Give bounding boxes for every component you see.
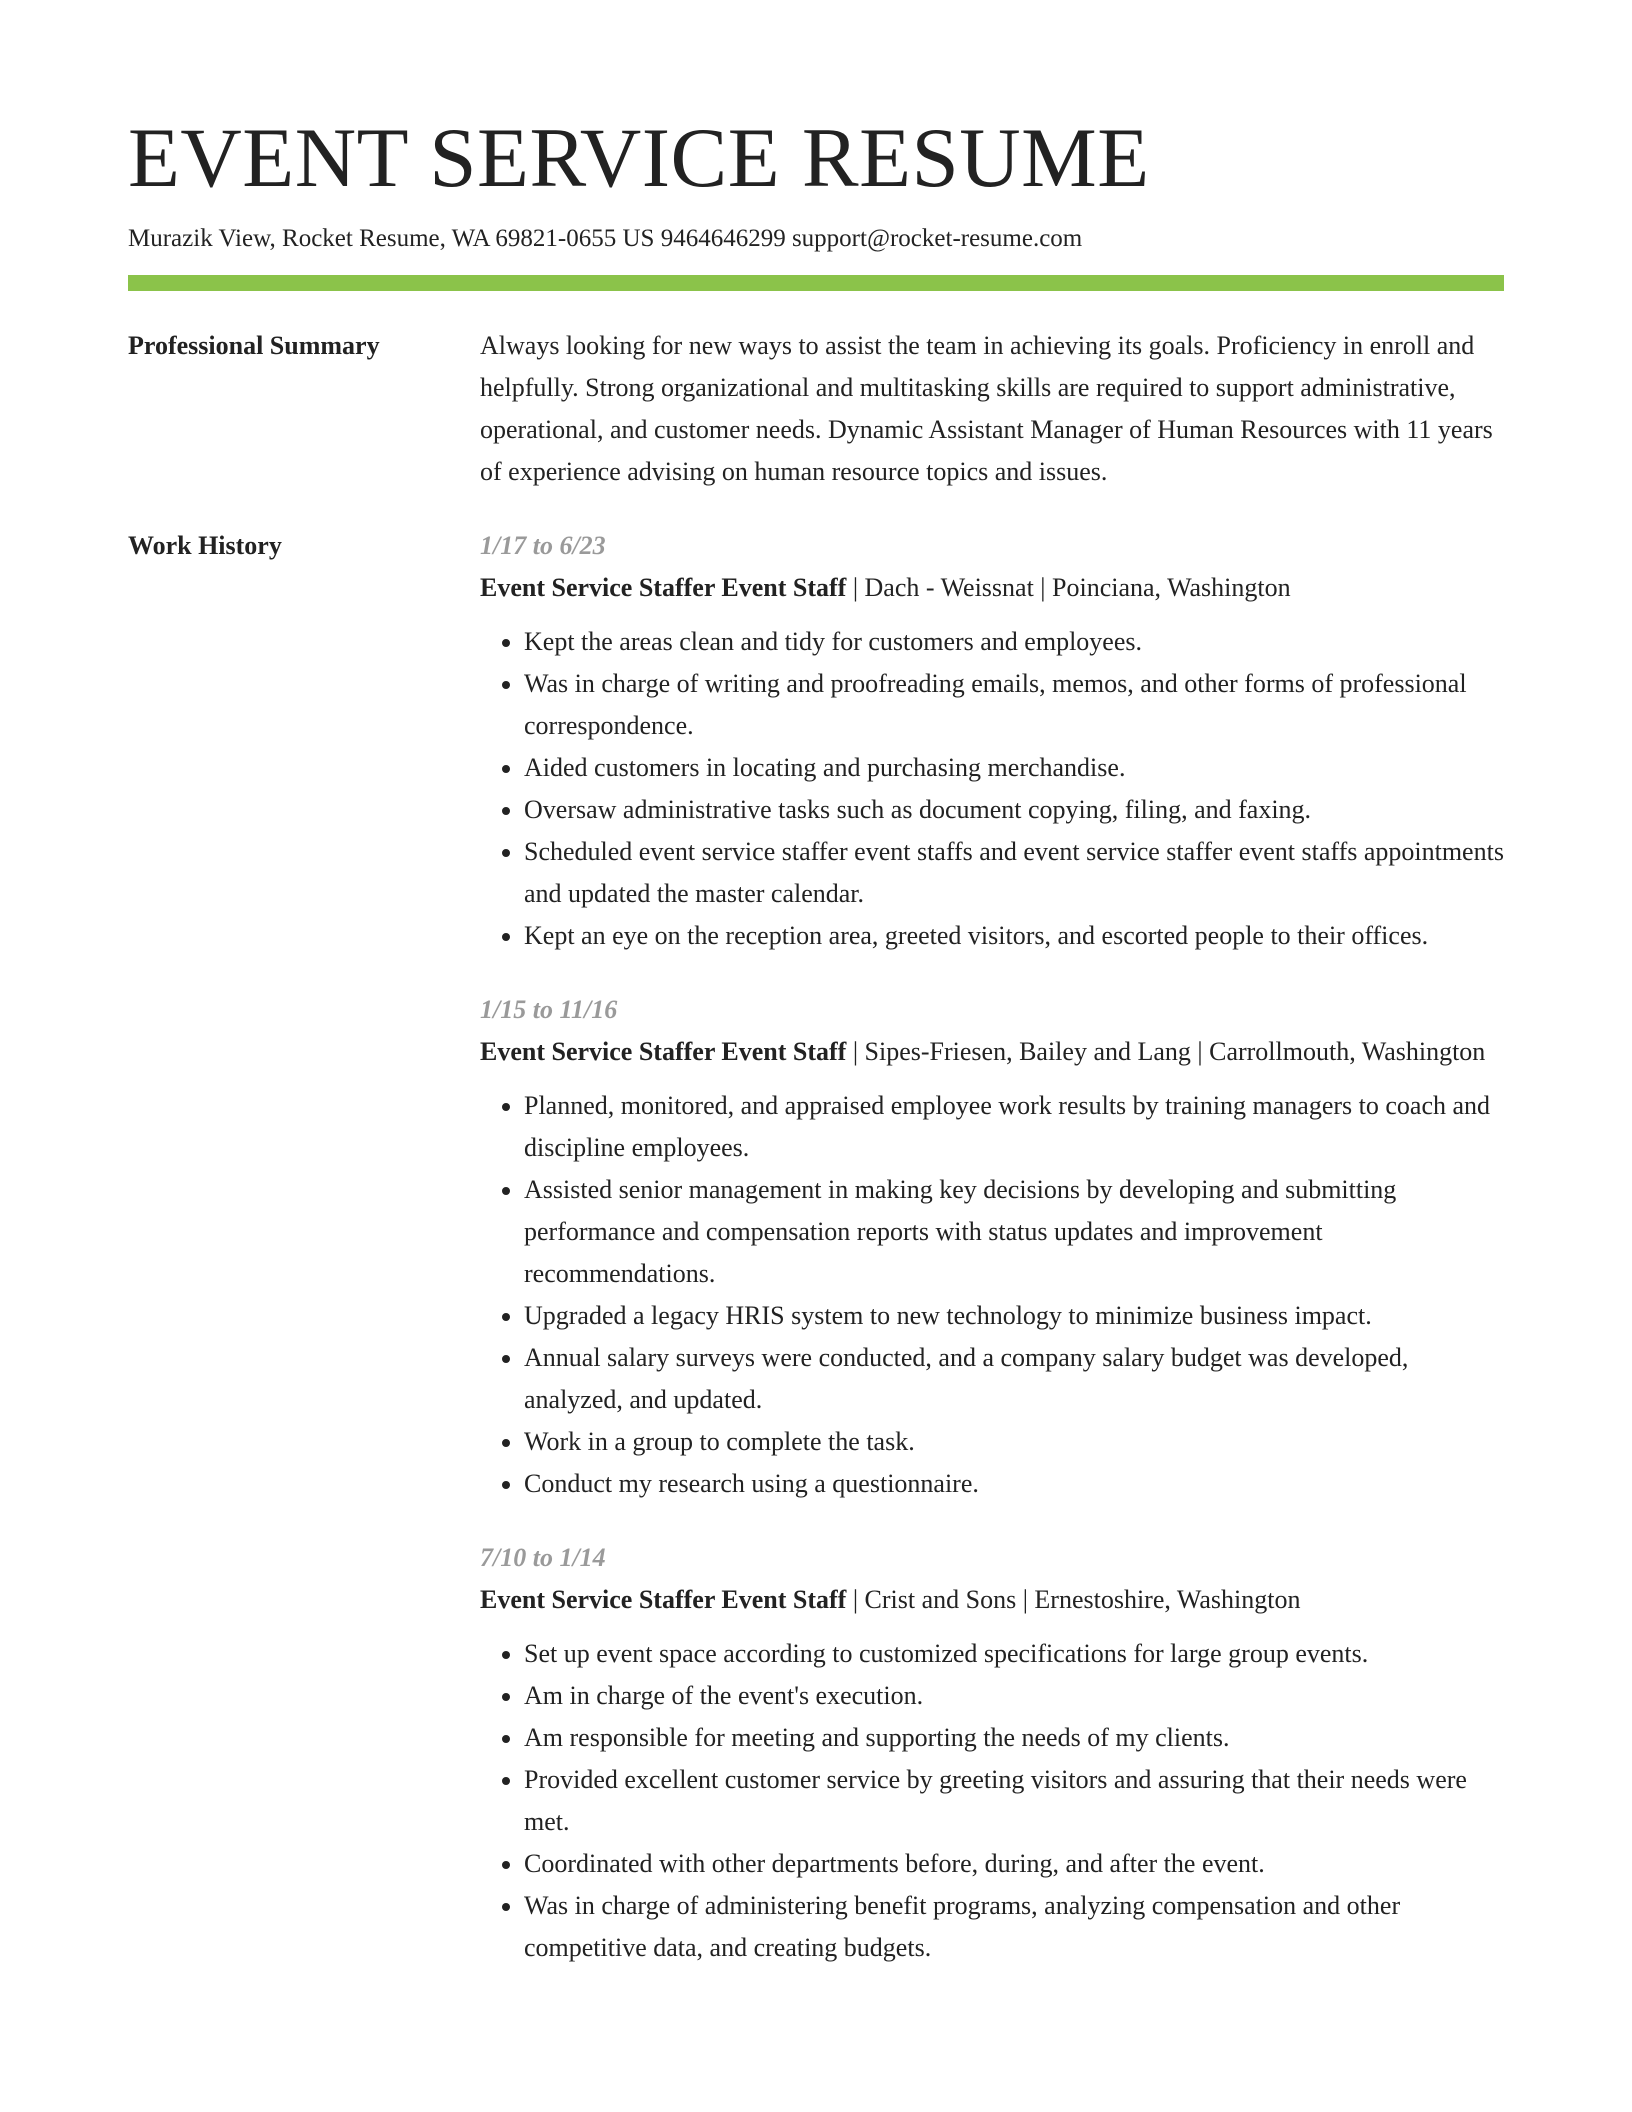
job-duty-item: • Upgraded a legacy HRIS system to new technology to minimize business impact.	[524, 1295, 1504, 1337]
job-heading	[480, 1031, 1504, 1073]
contact-line: Murazik View, Rocket Resume, WA 69821-0655 US 9464646299 support@rocket-resume.com	[128, 225, 1083, 252]
job-title: Event Service Staffer Event Staff	[480, 1037, 847, 1066]
summary-text: Always looking for new ways to assist the team in achieving its goals. Proficiency in enroll and helpfully. Strong organizational and multitasking skills are required to support administrative, operational, and customer needs. Dynamic Assistant Manager of Human Resources with 11 years of experience advising on human resource topics and issues.	[480, 331, 1493, 486]
resume-page	[128, 111, 1504, 2001]
job-employer-location: | Crist and Sons | Ernestoshire, Washington	[846, 1585, 1301, 1614]
job-duty-item: • Kept an eye on the reception area, greeted visitors, and escorted people to their offices.	[524, 915, 1504, 957]
job-duty-item: • Was in charge of administering benefit programs, analyzing compensation and other competitive data, and creating budgets.	[524, 1885, 1504, 1969]
job-title: Event Service Staffer Event Staff	[480, 1585, 847, 1614]
summary-body	[480, 325, 1504, 493]
job-duty-item: • Coordinated with other departments before, during, and after the event.	[524, 1843, 1504, 1885]
job-dates: 1/17 to 6/23	[480, 531, 606, 560]
job-employer-location: | Dach - Weissnat | Poinciana, Washington	[846, 573, 1291, 602]
job-duty-item: • Am responsible for meeting and supporting the needs of my clients.	[524, 1717, 1504, 1759]
job-heading	[480, 1579, 1504, 1621]
job-duty-item: • Provided excellent customer service by greeting visitors and assuring that their needs were met.	[524, 1759, 1504, 1843]
job-title: Event Service Staffer Event Staff	[480, 573, 847, 602]
work-history-section	[128, 525, 1504, 2001]
job-duty-item: • Was in charge of writing and proofreading emails, memos, and other forms of professional correspondence.	[524, 663, 1504, 747]
work-history-body	[480, 525, 1504, 2001]
job-duty-item: • Planned, monitored, and appraised employee work results by training managers to coach and discipline employees.	[524, 1085, 1504, 1169]
job-employer-location: | Sipes-Friesen, Bailey and Lang | Carrollmouth, Washington	[846, 1037, 1486, 1066]
work-history-label: Work History	[128, 531, 282, 560]
job-dates: 1/15 to 11/16	[480, 995, 618, 1024]
job-duty-item: • Aided customers in locating and purchasing merchandise.	[524, 747, 1504, 789]
job-duty-item: • Set up event space according to customized specifications for large group events.	[524, 1633, 1504, 1675]
resume-title: EVENT SERVICE RESUME	[128, 111, 1150, 205]
job-duty-item: • Conduct my research using a questionnaire.	[524, 1463, 1504, 1505]
job-duties-list	[480, 1085, 1504, 1505]
header-divider	[128, 275, 1504, 291]
job-dates: 7/10 to 1/14	[480, 1543, 606, 1572]
summary-section	[128, 325, 1504, 493]
job-duty-item: • Oversaw administrative tasks such as document copying, filing, and faxing.	[524, 789, 1504, 831]
job-duty-item: • Annual salary surveys were conducted, and a company salary budget was developed, analyzed, and updated.	[524, 1337, 1504, 1421]
job-duty-item: • Assisted senior management in making key decisions by developing and submitting performance and compensation reports with status updates and improvement recommendations.	[524, 1169, 1504, 1295]
job-heading	[480, 567, 1504, 609]
job-entry	[480, 989, 1504, 1505]
job-duties-list	[480, 621, 1504, 957]
job-entry	[480, 525, 1504, 957]
job-duty-item: • Am in charge of the event's execution.	[524, 1675, 1504, 1717]
job-duty-item: • Scheduled event service staffer event staffs and event service staffer event staffs appointments and updated the master calendar.	[524, 831, 1504, 915]
job-duties-list	[480, 1633, 1504, 1969]
job-entry	[480, 1537, 1504, 1969]
summary-label: Professional Summary	[128, 331, 380, 360]
job-duty-item: • Work in a group to complete the task.	[524, 1421, 1504, 1463]
job-duty-item: • Kept the areas clean and tidy for customers and employees.	[524, 621, 1504, 663]
